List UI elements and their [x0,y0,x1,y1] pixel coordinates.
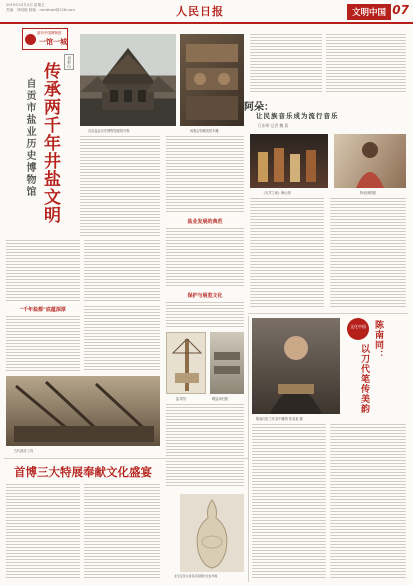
singer-caption: 阿朵演唱照 [360,191,376,195]
museum-building-photo [80,34,176,126]
section-label: 文明中国 [347,4,391,20]
tools-caption: 古代凿井工具 [14,449,34,453]
date-line: 2019年10月4日 星期五 [6,3,45,7]
arts-title: 阿朵： [244,102,274,113]
tools-photo [6,376,160,446]
divider-bottom [4,458,248,459]
header-meta [6,3,75,13]
main-body-col2-top [166,136,244,214]
main-title: 传承两千年井盐文明 [40,62,60,224]
woodcarving-caption: 西秦会馆精美的木雕 [190,129,219,133]
feature-tag [347,318,369,340]
stage-caption: 《无声之地》舞台照 [262,191,291,195]
feature-title-line2: 以刀代笔传美韵 [359,344,369,414]
arts-body-col1 [250,198,324,308]
main-body-col2-end [166,404,244,488]
feature-body-col1 [252,424,326,580]
feature-tag-text: 文化中国 [350,324,366,329]
arts-body-col2 [330,198,406,308]
carver-caption: 陈南同在工作室中雕刻 张某某 摄 [256,417,303,421]
salt-well-caption: 盐井图 [176,397,186,401]
main-body-col1-top [80,136,160,236]
main-body-left-1 [6,240,80,302]
column-tag-big: 一馆一城 [39,37,67,46]
main-subtitle: 自贡市盐业历史博物馆 [24,78,35,198]
woodcarving-photo [180,34,244,126]
column-tag [22,28,68,50]
porcelain-photo [180,494,244,572]
page-header [0,0,413,24]
bottom-body-col1 [6,484,80,580]
main-body-left-2 [84,240,160,302]
main-body-left-3 [6,316,80,372]
arts-intro-text [250,34,322,92]
arts-subtitle: 让民族音乐成为流行音乐 [256,112,339,120]
main-byline: 刘泰山 [64,54,74,70]
stage-photo [250,134,328,188]
singer-photo [334,134,406,188]
main-body-col2-bottom [166,302,244,328]
porcelain-caption-text: 北宋定窑白瓷刻花莲瓣纹龙首净瓶 [174,574,218,578]
divider-arts [248,313,408,314]
salt-well-drawing [166,332,206,394]
subhead-salt-capital: “千年盐都”底蕴深厚 [20,307,66,313]
salt-field-photo [210,332,244,394]
arts-byline: 江东明 记者 魏 嘉 [258,123,289,128]
main-body-left-4 [84,306,160,372]
feature-title-line1: 陈南同： [373,320,383,360]
editor-line: 责编：刘明聪 邮箱：rmrbhwb@126.com [6,8,75,12]
carver-photo [252,318,340,414]
museum-building-caption: 自贡盐业历史博物馆建筑外观 [88,129,130,133]
page-number: 07 [392,3,409,17]
masthead-logo: 人民日报 [176,5,224,18]
bottom-title: 首博三大特展奉献文化盛宴 [14,465,152,479]
subhead-protection: 保护与展览文化 [187,293,223,299]
column-tag-emblem-icon [25,34,36,45]
subhead-salt-model: 盐业发展的典范 [187,219,223,225]
divider-vertical [248,316,249,582]
salt-field-caption: 晒盐场旧照 [212,397,228,401]
main-body-col2-mid [166,228,244,288]
column-tag-small: 游访中国博物馆 [37,31,62,35]
bottom-body-col2 [84,484,160,580]
arts-intro-text-2 [326,34,406,92]
feature-body-col2 [330,424,406,580]
